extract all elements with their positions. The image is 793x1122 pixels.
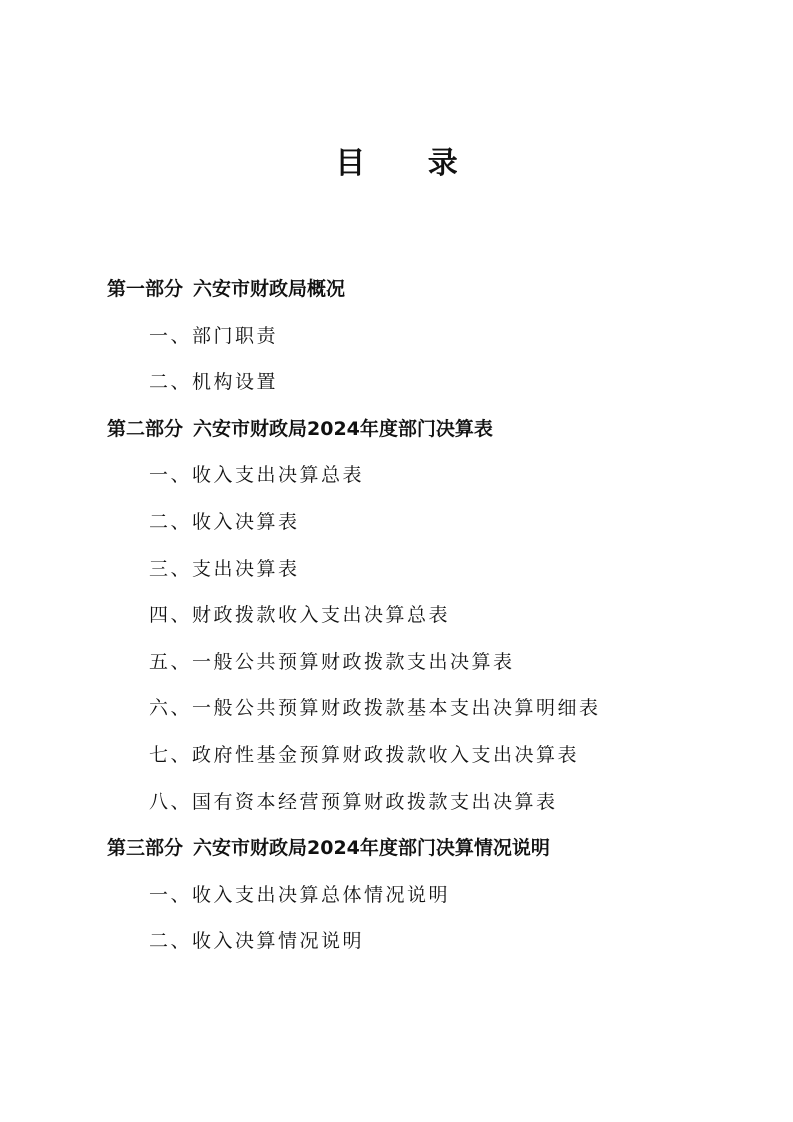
toc-item[interactable]: 一、收入支出决算总表 (149, 464, 365, 487)
toc-item[interactable]: 一、收入支出决算总体情况说明 (149, 883, 451, 906)
toc-item[interactable]: 八、国有资本经营预算财政拨款支出决算表 (149, 790, 558, 813)
toc-item[interactable]: 七、政府性基金预算财政拨款收入支出决算表 (149, 743, 580, 766)
toc-part-1[interactable] (0, 266, 793, 313)
toc-item[interactable]: 一、部门职责 (149, 324, 279, 347)
part-number: 第二部分 (107, 417, 184, 440)
part-title: 六安市财政局概况 (193, 278, 346, 300)
part-title: 六安市财政局2024年度部门决算表 (193, 417, 493, 440)
page-title: 目 录 (335, 146, 484, 181)
toc-item[interactable]: 二、机构设置 (149, 371, 279, 394)
toc-item[interactable]: 五、一般公共预算财政拨款支出决算表 (149, 650, 515, 673)
toc-part-3[interactable] (0, 825, 793, 872)
toc-item[interactable]: 二、收入决算情况说明 (149, 930, 365, 953)
toc-item[interactable]: 二、收入决算表 (149, 510, 300, 533)
toc-item[interactable]: 四、财政拨款收入支出决算总表 (149, 604, 451, 627)
toc-item[interactable]: 六、一般公共预算财政拨款基本支出决算明细表 (149, 697, 601, 720)
part-number: 第三部分 (107, 837, 184, 860)
toc-part-2[interactable] (0, 406, 793, 453)
part-number: 第一部分 (107, 278, 184, 300)
part-title: 六安市财政局2024年度部门决算情况说明 (193, 837, 550, 860)
table-of-contents (0, 266, 793, 965)
toc-item[interactable]: 三、支出决算表 (149, 557, 300, 580)
